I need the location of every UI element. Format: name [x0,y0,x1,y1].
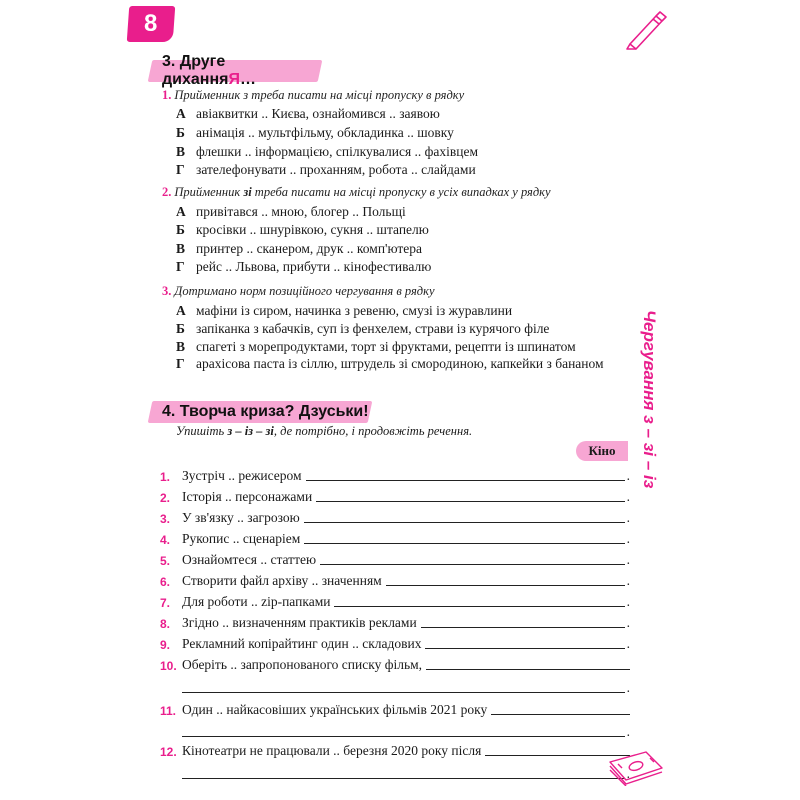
q2-option-a: А привітався .. мною, блогер .. Польщі [176,204,406,219]
question-3-title: 3. Дотримано норм позиційного чергування в рядку [162,284,435,298]
answer-line[interactable] [316,490,624,502]
question-1-title: 1. Прийменник з треба писати на місці пропуску в рядку [162,88,465,102]
q2-option-b: Б кросівки .. шнурівкою, сукня .. штапелю [176,222,429,237]
answer-line-continued[interactable]: . [182,764,630,782]
answer-line-continued[interactable]: . [182,722,630,740]
exercise-row: 10. Оберіть .. запропонованого списку фільм, [160,655,630,673]
q1-option-c: В флешки .. інформацією, спілкувалися .. фахівцем [176,144,479,159]
exercise-row: 4. Рукопис .. сценаріем . [160,531,630,547]
exercise-row: 2. Історія .. персонажами . [160,489,630,505]
answer-line[interactable] [491,703,630,715]
q3-option-a: А мафіни із сиром, начинка з ревеню, смузі із журавлини [176,303,513,318]
q1-option-b: Б анімація .. мультфільму, обкладинка .. шовку [176,125,454,140]
section-4-heading: 4. Творча криза? Дзуськи! [150,400,370,424]
answer-line[interactable] [304,511,625,523]
page-number: 8 [144,10,158,37]
exercise-row: 9. Рекламний копірайтинг один .. складових . [160,636,630,652]
answer-line-continued[interactable]: . [182,678,630,696]
q2-option-c: В принтер .. сканером, друк .. комп'ютера [176,241,423,256]
q3-option-b: Б запіканка з кабачків, суп із фенхелем, страви із курячого філе [176,321,550,336]
answer-line[interactable] [306,469,625,481]
exercise-row: 8. Згідно .. визначенням практиків реклами . [160,615,630,631]
answer-line[interactable] [320,553,625,565]
topic-tag: Кіно [576,441,628,461]
answer-line[interactable] [421,616,625,628]
answer-line[interactable] [386,574,625,586]
q1-option-d: Г зателефонувати .. проханням, робота .. слайдами [176,162,476,177]
q2-option-d: Г рейс .. Львова, прибути .. кінофестивалю [176,259,432,274]
q3-option-c: В спагеті з морепродуктами, торт зі фруктами, рецепти із шпинатом [176,339,576,354]
section-3-heading: 3. Друге диханняЯ… [150,59,320,83]
answer-line[interactable] [334,595,624,607]
exercise-row: 1. Зустріч .. режисером . [160,468,630,484]
q3-option-d: Г арахісова паста із сіллю, штрудель зі смородиною, капкейки з бананом [176,356,604,371]
section-4-instructions: Упишіть з – із – зі, де потрібно, і продовжіть речення. [176,424,473,438]
exercise-row: 12. Кінотеатри не працювали .. березня 2020 року після [160,741,630,759]
page-number-badge [127,6,176,42]
side-topic-label: Чергування з – зі – із [640,310,659,489]
exercise-row: 11. Один .. найкасовіших українських фільмів 2021 року [160,700,630,718]
answer-line[interactable] [425,637,624,649]
question-2-title: 2. Прийменник зі треба писати на місці пропуску в усіх випадках у рядку [162,185,551,199]
q1-option-a: А авіаквитки .. Києва, ознайомився .. заявою [176,106,440,121]
pen-icon [622,8,668,50]
exercise-row: 5. Ознайомтеся .. статтею . [160,552,630,568]
answer-line[interactable] [426,658,630,670]
answer-line[interactable] [304,532,624,544]
exercise-row: 3. У зв'язку .. загрозою . [160,510,630,526]
exercise-row: 6. Створити файл архіву .. значенням . [160,573,630,589]
money-stack-icon [606,748,666,786]
exercise-row: 7. Для роботи .. zip-папками . [160,594,630,610]
